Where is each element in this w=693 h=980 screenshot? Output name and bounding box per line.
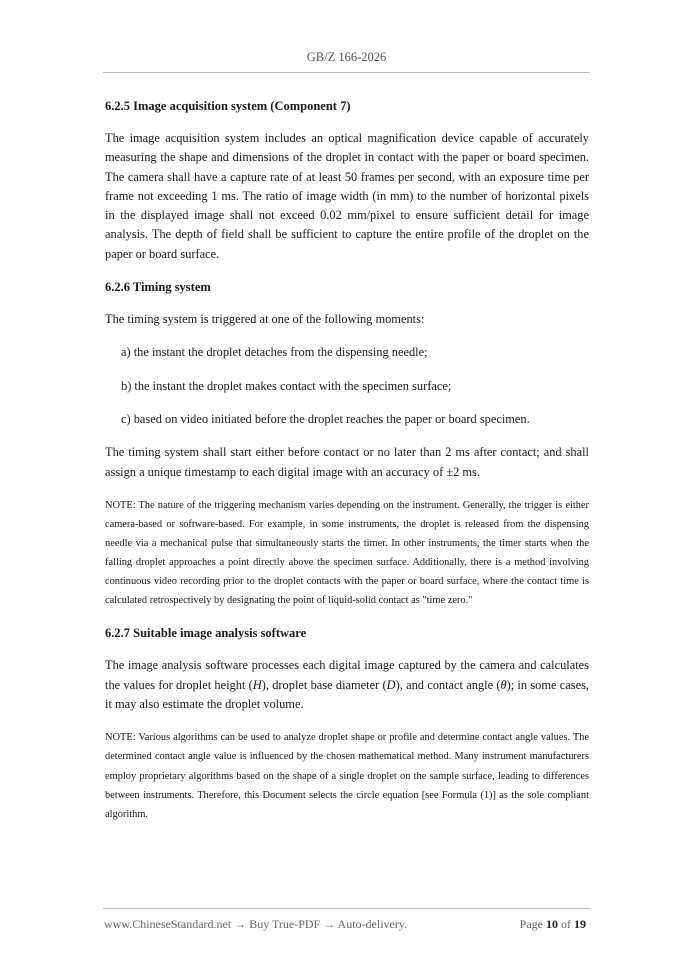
timing-intro: The timing system is triggered at one of the following moments: [105,312,425,327]
timing-note: NOTE: The nature of the triggering mechanism varies depending on the instrument. Generally, the trigger is either camera-based or software-based. For example, in some instruments, the droplet is released from the dispensing needle via a mechanical pulse that simultaneously starts the timer. In other instruments, the timer starts when the falling droplet approaches a point directly above the specimen surface. Additionally, there is a method involving continuous video recording prior to the droplet contacts with the paper or board surface, where the contact time is calculated retrospectively by designating the point of liquid-solid contact as "time zero." [105,499,589,607]
list-item: a) the instant the droplet detaches from the dispensing needle; [121,345,428,360]
section-paragraph-6-2-5: The image acquisition system includes an optical magnification device capable of accurately measuring the shape and dimensions of the droplet in contact with the paper or board specimen. The camera shall have a capture rate of at least 50 frames per second, with an exposure time per frame not exceeding 1 ms. The ratio of image width (in mm) to the number of horizontal pixels in the displayed image shall not exceed 0.02 mm/pixel to ensure sufficient detail for image analysis. The depth of field shall be sufficient to capture the entire profile of the droplet on the paper or board surface. [105,131,589,261]
timing-requirement: The timing system shall start either before contact or no later than 2 ms after contact; and shall assign a unique timestamp to each digital image with an accuracy of ±2 ms. [105,445,589,479]
list-item: b) the instant the droplet makes contact with the specimen surface; [121,378,452,393]
page-body [105,97,589,838]
software-paragraph: The image analysis software processes each digital image captured by the camera and calculates the values for droplet height (H), droplet base diameter (D), and contact angle (θ); in some cases, it may also estimate the droplet volume. [105,658,589,712]
footer-link-text[interactable]: www.ChineseStandard.net → Buy True-PDF → Auto-delivery. [104,917,408,931]
running-header: GB/Z 166-2026 [306,50,387,64]
page-number: Page 10 of 19 [519,917,586,931]
header-divider [103,72,590,73]
section-heading-6-2-7: 6.2.7 Suitable image analysis software [105,626,307,641]
section-heading-6-2-5: 6.2.5 Image acquisition system (Component 7) [105,99,351,113]
footer-divider [103,908,590,909]
section-heading-6-2-6: 6.2.6 Timing system [105,280,211,295]
list-item: c) based on video initiated before the droplet reaches the paper or board specimen. [121,411,530,426]
software-note: NOTE: Various algorithms can be used to analyze droplet shape or profile and determine contact angle values. The determined contact angle value is influenced by the chosen mathematical method. Many instrument manufacturers employ proprietary algorithms based on the shape of a single droplet on the sample surface, leading to differences between instruments. Therefore, this Document selects the circle equation [see Formula (1)] as the sole compliant algorithm. [105,732,589,820]
